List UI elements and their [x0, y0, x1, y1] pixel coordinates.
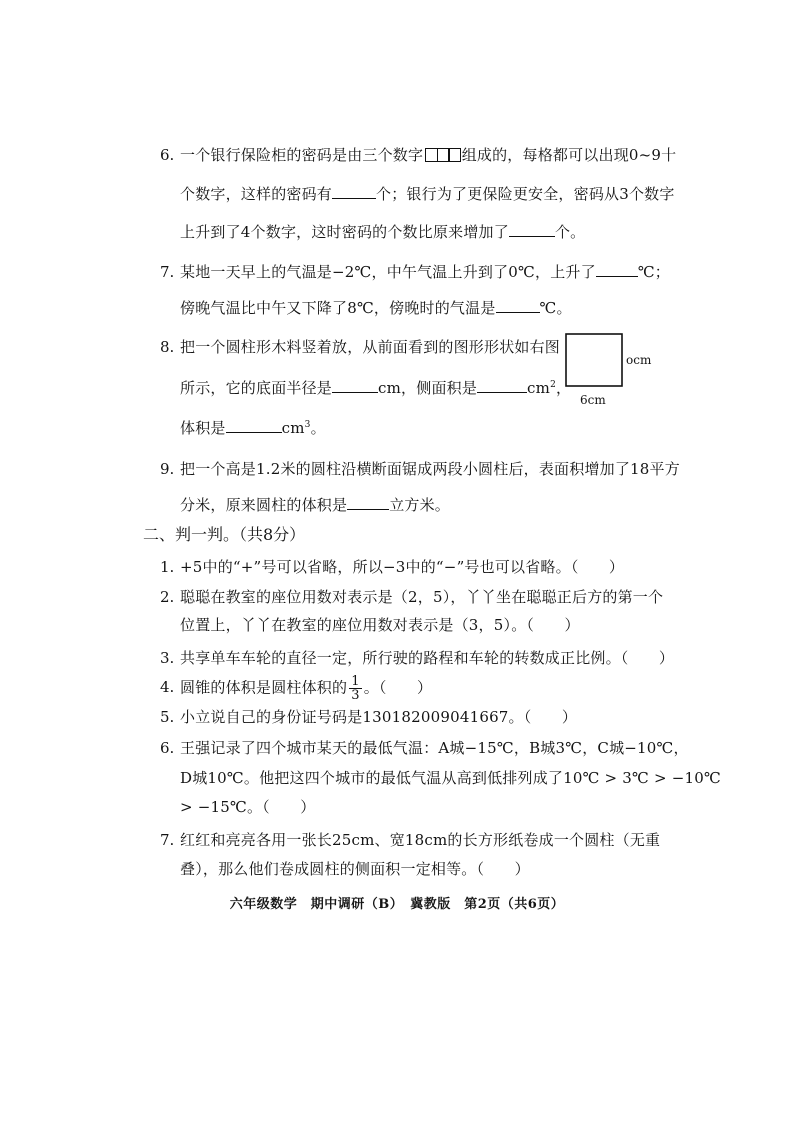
answer-blank[interactable] [226, 418, 282, 433]
fraction-one-third [349, 675, 361, 702]
judge-6-line-1: 王强记录了四个城市某天的最低气温：A城−15℃，B城3℃，C城−10℃， [180, 739, 689, 757]
question-text: 立方米。 [389, 496, 451, 514]
question-text: 体积是 [180, 419, 226, 437]
question-9-line-1: 把一个高是1.2米的圆柱沿横断面锯成两段小圆柱后，表面积增加了18平方 [180, 460, 680, 478]
question-number: 1. [160, 558, 175, 576]
three-digit-boxes [425, 147, 460, 167]
question-8-line-2 [180, 378, 571, 398]
question-6-line-1 [180, 145, 676, 167]
question-text: 个数字，这样的密码有 [180, 185, 333, 203]
question-7-line-1 [180, 262, 670, 282]
unit-text: cm [281, 419, 305, 437]
question-number: 3. [160, 649, 175, 667]
question-text: ℃； [637, 263, 671, 281]
question-6-line-2 [180, 184, 675, 204]
judge-6-line-3[interactable]: > −15℃。（ ） [180, 798, 316, 816]
judge-1-line-1[interactable]: +5中的“+”号可以省略，所以−3中的“−”号也可以省略。（ ） [180, 558, 625, 576]
question-number: 4. [160, 678, 175, 696]
judge-2-line-2[interactable]: 位置上，丫丫在教室的座位用数对表示是（3，5）。（ ） [180, 616, 580, 634]
question-number: 6. [160, 739, 175, 757]
fraction-denominator: 3 [351, 688, 360, 703]
judge-7-line-1: 红红和亮亮各用一张长25cm、宽18cm的长方形纸卷成一个圆柱（无重 [180, 831, 661, 849]
unit-text: cm [527, 379, 551, 397]
question-number: 5. [160, 708, 175, 726]
unit-superscript: 3 [304, 420, 311, 430]
question-7-line-2 [180, 298, 572, 318]
question-8-line-1: 把一个圆柱形木料竖着放，从前面看到的图形形状如右图 [180, 338, 561, 356]
figure-height-label: ocm [626, 353, 652, 367]
judge-3-line-1[interactable]: 共享单车车轮的直径一定，所行驶的路程和车轮的转数成正比例。（ ） [180, 649, 675, 667]
fraction-numerator: 1 [351, 674, 360, 689]
answer-blank[interactable] [477, 378, 527, 393]
question-text: cm，侧面积是 [378, 379, 478, 397]
question-text: 。 [310, 419, 326, 437]
answer-blank[interactable] [596, 262, 638, 277]
judge-5-line-1[interactable]: 小立说自己的身份证号码是130182009041667。（ ） [180, 708, 578, 726]
question-text: 分米，原来圆柱的体积是 [180, 496, 348, 514]
question-8-line-3 [180, 418, 326, 438]
answer-blank[interactable] [496, 298, 540, 313]
question-number: 2. [160, 588, 175, 606]
front-view-rectangle [566, 334, 622, 386]
question-text: ℃。 [539, 299, 572, 317]
question-text: 上升到了4个数字，这时密码的个数比原来增加了 [180, 223, 509, 241]
judge-4-line-1[interactable] [180, 675, 432, 702]
question-text: 某地一天早上的气温是−2℃，中午气温上升到了0℃，上升了 [180, 263, 596, 281]
page-footer: 六年级数学 期中调研（B） 冀教版 第2页（共6页） [229, 897, 565, 912]
question-number: 6. [160, 146, 175, 164]
cylinder-front-view-figure [562, 330, 626, 390]
question-text: 组成的，每格都可以出现0~9十 [461, 146, 677, 164]
question-number: 9. [160, 460, 175, 478]
unit-superscript: 2 [550, 380, 557, 390]
section-heading: 二、判一判。（共8分） [143, 525, 306, 544]
judge-2-line-1: 聪聪在教室的座位用数对表示是（2，5），丫丫坐在聪聪正后方的第一个 [180, 588, 664, 606]
answer-blank[interactable] [347, 495, 389, 510]
question-text: ， [556, 379, 572, 397]
judge-7-line-2[interactable]: 叠），那么他们卷成圆柱的侧面积一定相等。（ ） [180, 860, 530, 878]
figure-width-label: 6cm [580, 393, 606, 407]
answer-blank[interactable] [332, 184, 376, 199]
question-6-line-3 [180, 222, 585, 242]
question-text: 。（ ） [363, 678, 433, 697]
question-number: 8. [160, 338, 175, 356]
question-text: 一个银行保险柜的密码是由三个数字 [180, 146, 424, 164]
question-9-line-2 [180, 495, 450, 515]
answer-blank[interactable] [332, 378, 378, 393]
question-text: 傍晚气温比中午又下降了8℃，傍晚时的气温是 [180, 299, 496, 317]
question-number: 7. [160, 831, 175, 849]
question-text: 所示，它的底面半径是 [180, 379, 333, 397]
question-text: 个；银行为了更保险更安全，密码从3个数字 [376, 185, 675, 203]
question-number: 7. [160, 263, 175, 281]
judge-6-line-2: D城10℃。他把这四个城市的最低气温从高到低排列成了10℃ > 3℃ > −10℃ [180, 769, 721, 787]
answer-blank[interactable] [509, 222, 555, 237]
question-text: 个。 [554, 223, 586, 241]
question-text: 圆锥的体积是圆柱体积的 [180, 678, 348, 697]
